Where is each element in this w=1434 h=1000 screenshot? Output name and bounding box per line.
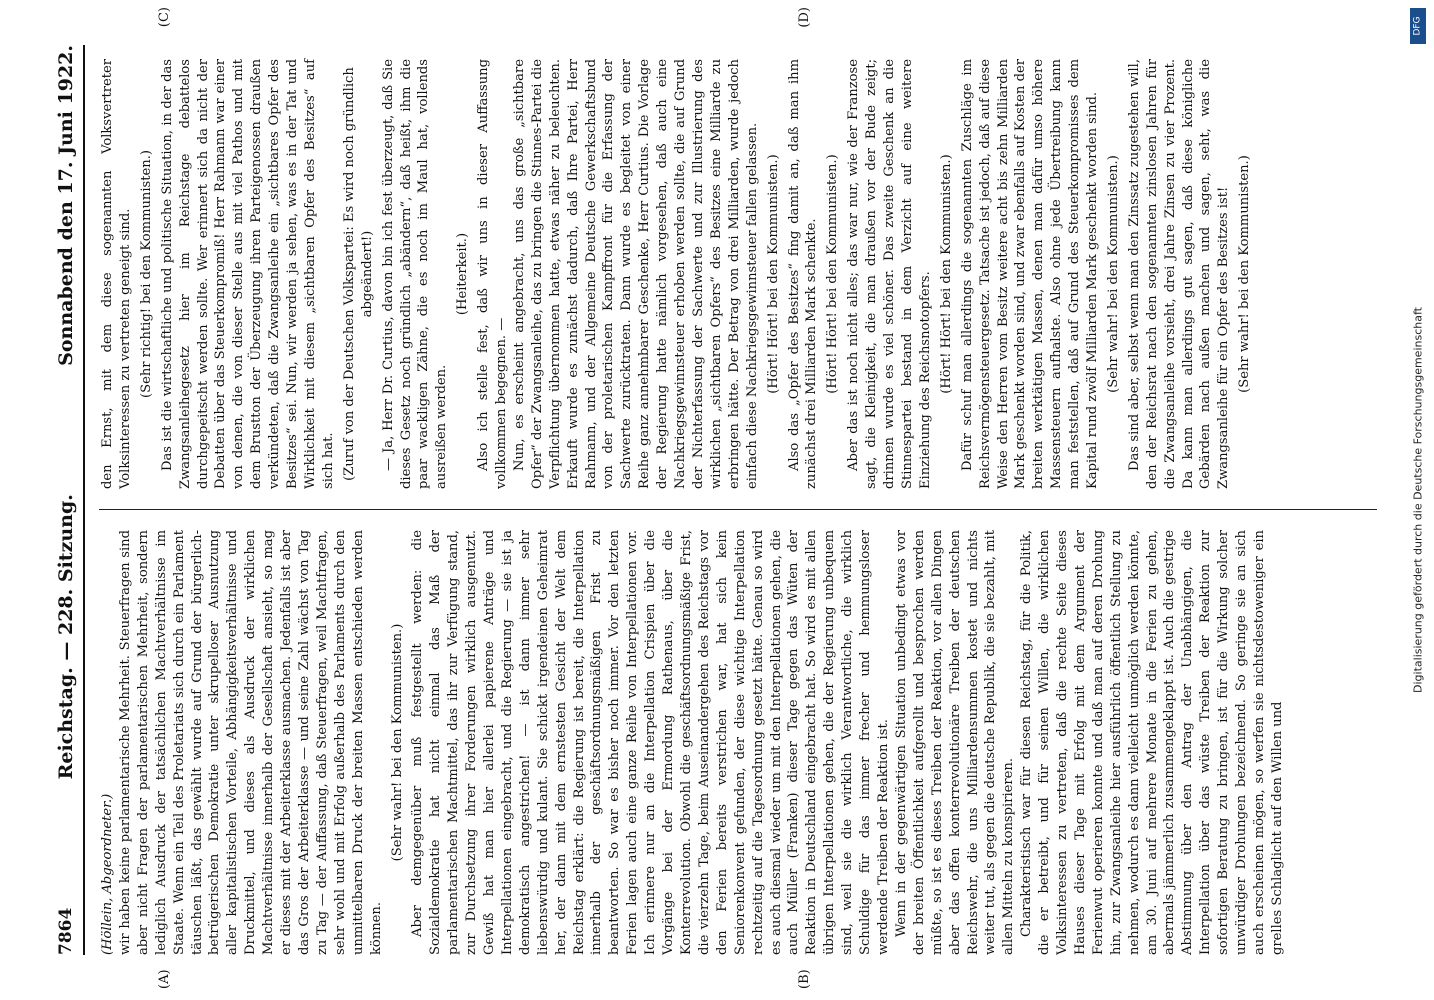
interjection: (Sehr wahr! bei den Kommunisten.) — [1237, 155, 1253, 393]
paragraph: Das ist die wirtschaftliche und politische Situation, in der das Zwangsanleihegesetz hier im Reichstage debattelos durchgepeitscht werden sollte. Wer erinnert sich da nicht der Debatten über das Steuerkompromiß! Herr Rahmann war einer von denen, die von dieser Stelle aus mit viel Pathos und mit dem Brustton der Überzeugung ihren Parteigenossen draußen verkündeten, daß die Zwangsanleihe ein „sichtbares Opfer des Besitzes“ sei. Nun, wir werden ja sehen, was es in der Tat und Wirklichkeit mit diesem „sichtbaren Opfer des Besitzes“ auf sich hat. — [159, 59, 336, 489]
dfg-logo — [1410, 8, 1426, 44]
margin-mark-a: (A) — [157, 969, 172, 989]
scanned-page — [37, 5, 1397, 995]
interjection: (Zuruf von der Deutschen Volkspartei: Es wird noch gründlich abgeändert!) — [341, 67, 375, 481]
paragraph: Also das „Opfer des Besitzes“ fing damit an, daß man ihm zunächst drei Milliarden Mark schenkte. — [786, 59, 820, 489]
dfg-logo-text: DFG — [1413, 16, 1423, 36]
paragraph: Nun, es erscheint angebracht, uns das große „sichtbare Opfer“ der Zwangsanleihe, das zu bringen die Stinnes-Partei die Verpflichtung übernommen hatte, etwas näher zu beleuchten. Erkauft wurde es zunächst dadurch, daß Ihre Partei, Herr Rahmann, und der Allgemeine Deutsche Gewerkschaftsbund von der proletarischen Kampffront für die Erfassung der Sachwerte zurücktraten. Dann wurde es begleitet von einer Reihe ganz annehmbarer Geschenke, Herr Curtius. Die Vorlage der Regierung hatte nämlich vorgesehen, daß auch eine Nachkriegsgewinnsteuer erhoben werden sollte, die auf Grund der Nichterfassung der Sachwerte und zur Illustrierung des wirklichen „sichtbaren Opfers“ des Besitzes eine Milliarde zu erbringen hätte. Der Betrag von drei Milliarden, wurde jedoch einfach diese Nachkriegsgewinnsteuer fallen gelassen. — [511, 59, 760, 489]
session-title: Reichstag. — 228. Sitzung. — [55, 494, 77, 780]
paragraph: Wenn in der gegenwärtigen Situation unbedingt etwas vor der breiten Öffentlichkeit aufgerollt und besprochen werden müßte, so ist es dieses Treiben der Reaktion, vor allen Dingen aber das offen konterrevolutionäre Treiben der deutschen Reichswehr, die uns Milliardensummen kostet und nichts weiter tut, als gegen die deutsche Republik, die sie bezahlt, mit allen Mitteln zu konspirieren. — [893, 530, 1017, 955]
paragraph: Also ich stelle fest, daß wir uns in dieser Auffassung vollkommen begegnen. — — [476, 59, 510, 489]
paragraph: den Ernst, mit dem diese sogenannten Volksvertreter Volksinteressen zu vertreten geneigt sind. — [100, 59, 133, 489]
interjection: (Heiterkeit.) — [455, 232, 471, 316]
digitization-sidebar — [1404, 0, 1432, 1000]
digitization-note: Digitalisierung gefördert durch die Deutsche Forschungsgemeinschaft — [1411, 307, 1425, 693]
paragraph: wir haben keine parlamentarische Mehrheit. Steuerfragen sind aber nicht Fragen der parlamentarischen Mehrheit, sondern lediglich Ausdruck der tatsächlichen Machtverhältnisse im Staate. Wenn ein Teil des Proletariats sich durch ein Parlament täuschen läßt, das gewählt wurde auf Grund der bürgerlich-betrügerischen Demokratie unter skrupelloser Ausnutzung aller kapitalistischen Vorteile, Abhängigkeitsverhältnisse und Druckmittel, und dieses als Ausdruck der wirklichen Machtverhältnisse innerhalb der Gesellschaft ansieht, so mag er dieses mit der Arbeiterklasse ausmachen. Jedenfalls ist aber das Gros der Arbeiterklasse — und seine Zahl wächst von Tag zu Tag — der Auffassung, daß Steuerfragen, weil Machtfragen, sehr wohl und mit Erfolg außerhalb des Parlaments durch den unmittelbaren Druck der breiten Massen entschieden werden können. — [117, 530, 384, 955]
paragraph: Aber demgegenüber muß festgestellt werden: die Sozialdemokratie hat nicht einmal das Maß der parlamentarischen Machtmittel, das ihr zur Verfügung stand, zur Durchsetzung ihrer Forderungen wirklich ausgenutzt. Gewiß hat man hier allerlei papierene Anträge und Interpellationen eingebracht, und die Regierung — sie ist ja demokratisch angestrichen! — ist dann immer sehr liebenswürdig und kulant. Sie schickt irgendeinen Geheimrat her, der dann mit dem ernstesten Gesicht der Welt dem Reichstag erklärt: die Regierung ist bereit, die Interpellation innerhalb der geschäftsordnungsmäßigen Frist zu beantworten. So war es bisher noch immer. Vor den letzten Ferien lagen auch eine ganze Reihe von Interpellationen vor. Ich erinnere nur an die Interpellation Crispien über die Vorgänge bei der Ermordung Rathenaus, über die Konterrevolution. Obwohl die geschäftsordnungsmäßige Frist, die vierzehn Tage, beim Auseinandergehen des Reichstags vor den Ferien bereits verstrichen war, hat sich kein Seniorenkonvent gefunden, der diese wichtige Interpellation rechtzeitig auf die Tagesordnung gesetzt hätte. Genau so wird es auch diesmal wieder um mit den Interpellationen gehen, die auch Müller (Franken) dieser Tage gegen das Wüten der Reaktion in Deutschland eingebracht hat. So wird es mit allen übrigen Interpellationen gehen, die der Regierung unbequem sind, weil sie die wirklich Verantwortliche, die wirklich Schuldige für das immer frecher und hemmungsloser werdende Treiben der Reaktion ist. — [410, 530, 891, 955]
interjection: (Sehr wahr! bei den Kommunisten.) — [389, 623, 405, 862]
paragraph: — Ja, Herr Dr. Curtius, davon bin ich fest überzeugt, daß Sie dieses Gesetz noch gründlich „abändern“, daß heißt, ihm die paar wackligen Zähne, die es noch im Maul hat, vollends ausreißen werden. — [380, 59, 450, 489]
right-column — [99, 59, 1377, 489]
interjection: (Hört! Hört! bei den Kommunisten.) — [825, 154, 841, 394]
margin-mark-b: (B) — [797, 969, 812, 989]
header-rule — [83, 45, 85, 955]
interjection: (Hört! Hört! bei den Kommunisten.) — [765, 154, 781, 394]
paragraph: Charakteristisch war für diesen Reichstag, für die Politik, die er betreibt, und für seinen Willen, die wirklichen Volksinteressen zu vertreten, daß die rechte Seite dieses Hauses dieser Tage mit Erfolg mit dem Argument der Ferienwut operieren konnte und daß man auf deren Drohung hin, zur Zwangsanleihe hier ausführlich öffentlich Stellung zu nehmen, wodurch es dann vielleicht unmöglich werden könnte, am 30. Juni auf mehrere Monate in die Ferien zu gehen, abermals jämmerlich zusammengeklappt ist. Auch die gestrige Abstimmung über den Antrag der Unabhängigen, die Interpellation über das wüste Treiben der Reaktion zur sofortigen Beratung zu bringen, ist für die Wirkung solcher unwürdiger Drohungen bezeichnend. So geringe sie an sich auch erscheinen mögen, so werfen sie nichtsdestoweniger ein grelles Schlaglicht auf den Willen und — [1019, 530, 1285, 955]
page-number: 7864 — [56, 907, 76, 955]
margin-mark-d: (D) — [797, 7, 812, 28]
column-divider — [99, 509, 1377, 510]
rotated-document-page — [37, 5, 1397, 995]
paragraph: Dafür schuf man allerdings die sogenannten Zuschläge im Reichsvermögensteuergesetz. Tatsache ist jedoch, daß auf diese Weise den Herren vom Besitz weitere acht bis zehn Milliarden Mark geschenkt worden sind, und zwar ebenfalls auf Kosten der breiten werktätigen Massen, denen man dafür umso höhere Massensteuern aufhalste. Also ohne jede Übertreibung kann man feststellen, daß auf Grund des Steuerkompromisses dem Kapital rund zwölf Milliarden Mark geschenkt worden sind. — [959, 59, 1101, 489]
interjection: (Sehr richtig! bei den Kommunisten.) — [138, 150, 154, 398]
session-date: Sonnabend den 17. Juni 1922. — [55, 45, 77, 366]
interjection: (Sehr wahr! bei den Kommunisten.) — [1105, 155, 1121, 393]
page-header — [51, 45, 81, 955]
paragraph: Aber das ist noch nicht alles; das war nur, wie der Franzose sagt, die Kleinigkeit, die man draußen vor der Bude zeigt; drinnen wurde es viel schöner. Das zweite Geschenk an die Stinnespartei bestand in dem Verzicht auf eine weitere Einziehung des Reichsnotopfers. — [846, 59, 933, 489]
margin-mark-c: (C) — [157, 7, 172, 28]
speaker-line: (Höllein, Abgeordneter.) — [100, 793, 115, 955]
interjection: (Hört! Hört! bei den Kommunisten.) — [938, 154, 954, 394]
left-column — [99, 530, 1377, 955]
paragraph: Das sind aber, selbst wenn man den Zinssatz zugestehen will, den der Reichsrat nach den sogenannten zinslosen Jahren für die Zwangsanleihe vorsieht, drei Jahre Zinsen zu vier Prozent. Da kann man allerdings gut sagen, daß diese königliche Gebärden nach außen machen und sagen, seht, was die Zwangsanleihe für ein Opfer des Besitzes ist! — [1126, 59, 1232, 489]
